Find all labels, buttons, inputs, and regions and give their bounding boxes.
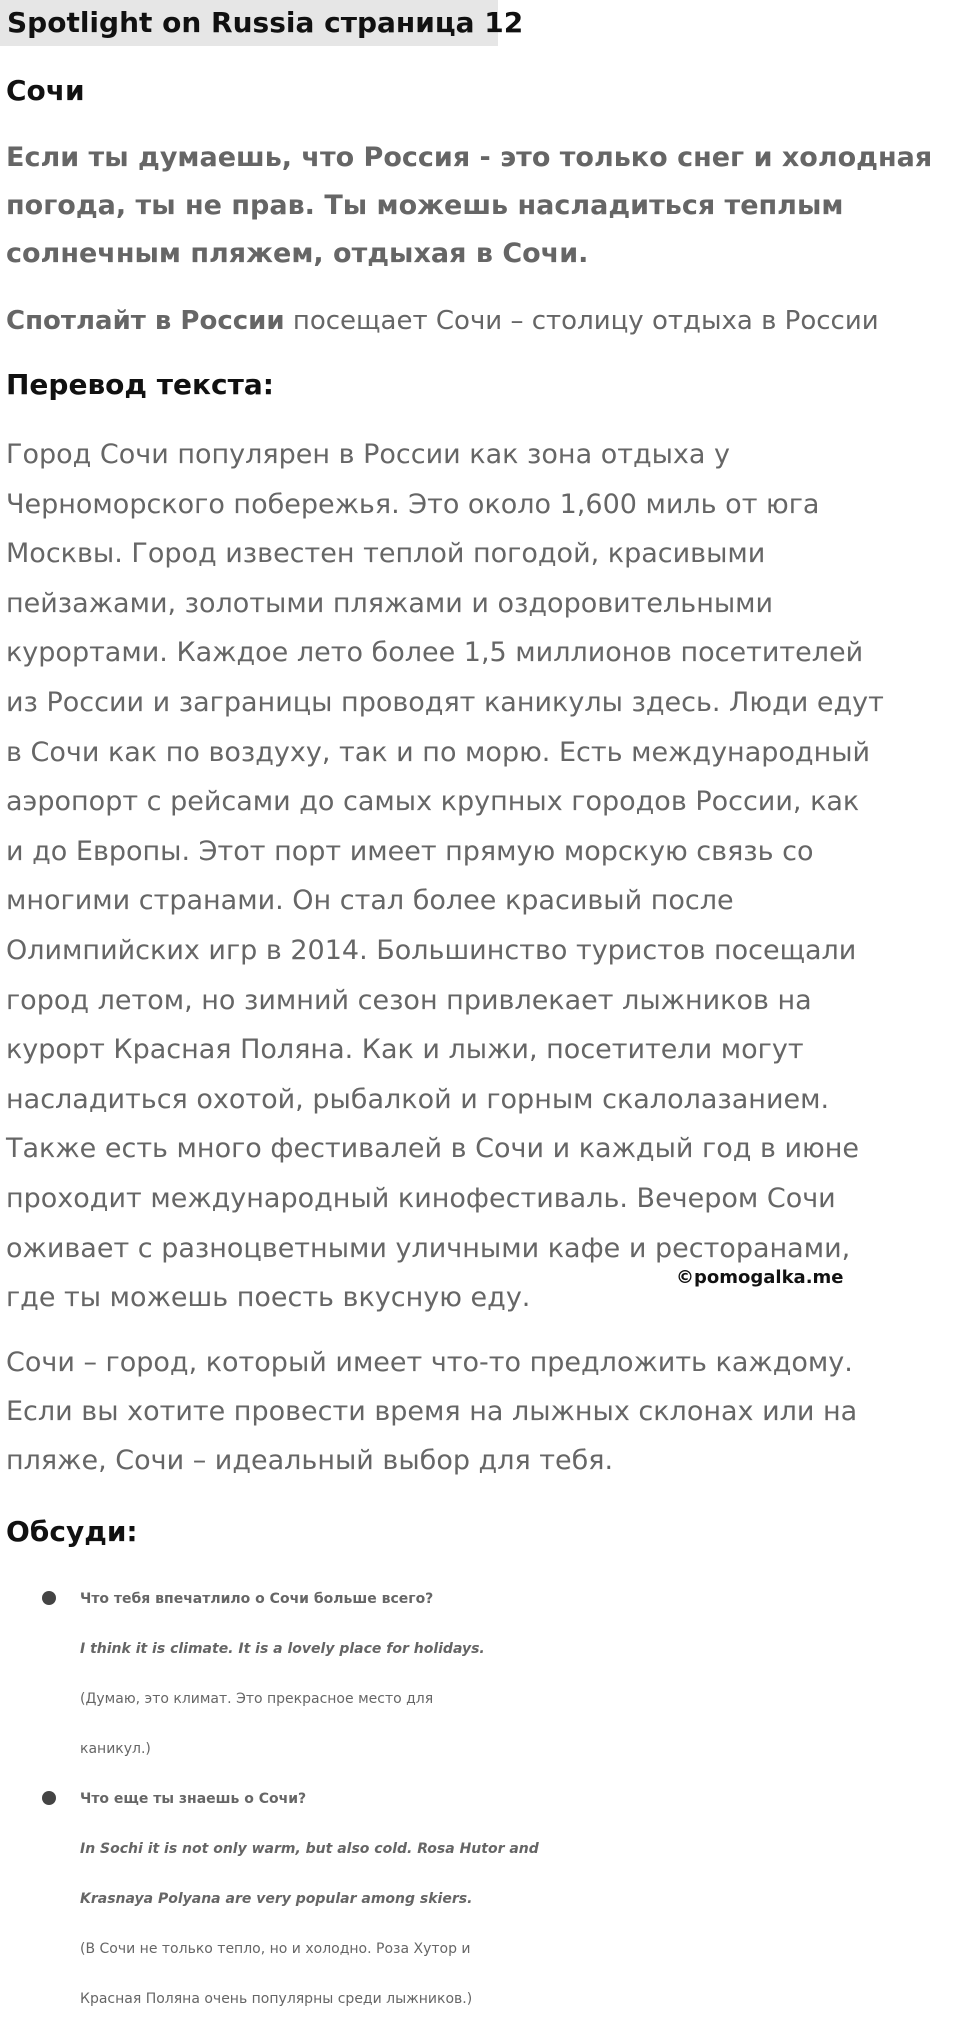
translation-paragraph [6,430,954,1323]
bullet-icon [42,1791,56,1805]
translation-line: курортами. Каждое лето более 1,5 миллионов посетителей [6,637,864,669]
discussion-list [0,1574,960,2024]
closing-line: Если вы хотите провести время на лыжных склонах или на [6,1396,858,1427]
translation-heading: Перевод текста: [6,368,274,401]
closing-paragraph [6,1338,954,1485]
translation-line: оживает с разноцветными уличными кафе и ресторанами, [6,1232,851,1264]
spotlight-line [6,302,954,340]
translation-line: из России и заграницы проводят каникулы здесь. Люди едут [6,686,884,718]
answer-line: In Sochi it is not only warm, but also cold. Rosa Hutor and [80,1841,539,1857]
answer-line: I think it is climate. It is a lovely place for holidays. [80,1641,485,1657]
translation-line: насладиться охотой, рыбалкой и горным скалолазанием. [6,1083,830,1115]
translation-line: аэропорт с рейсами до самых крупных городов России, как [6,786,860,818]
question-text: Что тебя впечатлило о Сочи больше всего? [80,1591,434,1607]
intro-line: солнечным пляжем, отдыхая в Сочи. [6,238,589,269]
intro-paragraph [6,134,954,278]
translation-line: проходит международный кинофестиваль. Вечером Сочи [6,1182,836,1214]
translation-line: Также есть много фестивалей в Сочи и каждый год в июне [6,1133,860,1165]
spotlight-rest-text: посещает Сочи – столицу отдыха в России [284,306,879,336]
answer-translation-line: (В Сочи не только тепло, но и холодно. Роза Хутор и [80,1941,471,1957]
translation-line: пейзажами, золотыми пляжами и оздоровительными [6,587,774,619]
translation-line: Олимпийских игр в 2014. Большинство туристов посещали [6,934,857,966]
discuss-heading: Обсуди: [6,1515,138,1548]
answer-translation-line: Красная Поляна очень популярны среди лыжников.) [80,1991,473,2007]
translation-line: город летом, но зимний сезон привлекает лыжников на [6,984,812,1016]
discussion-item [0,1574,960,1774]
section-heading-sochi: Сочи [6,74,85,107]
translation-line: многими странами. Он стал более красивый после [6,885,734,917]
answer-translation-line: каникул.) [80,1741,151,1757]
translation-line: курорт Красная Поляна. Как и лыжи, посетители могут [6,1034,804,1066]
translation-line: в Сочи как по воздуху, так и по морю. Есть международный [6,736,871,768]
answer-translation [80,1674,960,1774]
closing-line: Сочи – город, который имеет что-то предложить каждому. [6,1347,853,1378]
answer-translation-line: (Думаю, это климат. Это прекрасное место для [80,1691,434,1707]
discussion-item [0,1774,960,2024]
page-title: Spotlight on Russia страница 12 [0,0,498,46]
answer-translation [80,1924,960,2024]
answer-line: Krasnaya Polyana are very popular among skiers. [80,1891,473,1907]
bullet-icon [42,1591,56,1605]
closing-line: пляже, Сочи – идеальный выбор для тебя. [6,1445,614,1476]
answer-text [80,1824,960,1924]
translation-line: Черноморского побережья. Это около 1,600 миль от юга [6,488,820,520]
intro-line: погода, ты не прав. Ты можешь насладиться теплым [6,190,844,221]
translation-line: Москвы. Город известен теплой погодой, красивыми [6,538,766,570]
intro-line: Если ты думаешь, что Россия - это только снег и холодная [6,142,933,173]
spotlight-bold-text: Спотлайт в России [6,306,285,336]
watermark: ©pomogalka.me [676,1267,844,1288]
translation-line: где ты можешь поесть вкусную еду. [6,1282,531,1314]
translation-line: и до Европы. Этот порт имеет прямую морскую связь со [6,835,814,867]
translation-line: Город Сочи популярен в России как зона отдыха у [6,439,731,470]
answer-text [80,1624,960,1674]
question-text: Что еще ты знаешь о Сочи? [80,1791,307,1807]
